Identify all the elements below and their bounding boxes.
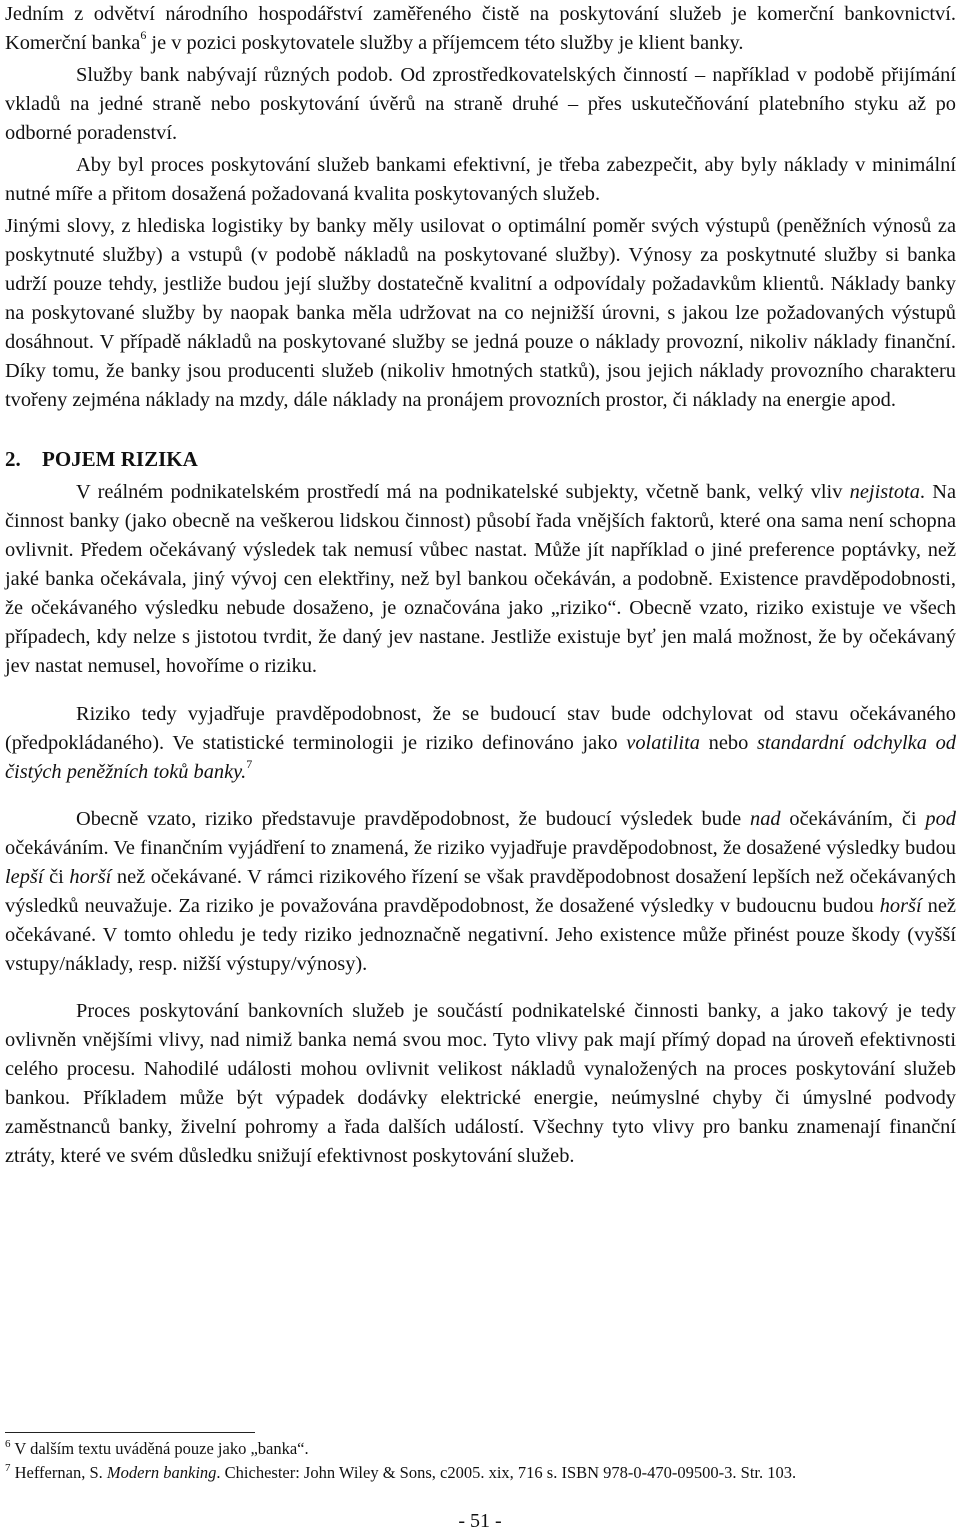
section-number: 2. [5,447,21,471]
page-number: - 51 - [458,1510,502,1532]
paragraph-risk-definition: Riziko tedy vyjadřuje pravděpodobnost, že se budoucí stav bude odchylovat od stavu očekávaného (předpokládaného). Ve statistické terminologii je riziko definováno jako volatilita nebo standardní odchylka od čistých peněžních toků banky.$^7$ [5,703,956,783]
footnote-divider [5,1432,255,1433]
paragraph-uncertainty: V reálném podnikatelském prostředí má na podnikatelské subjekty, včetně bank, velký vliv nejistota. Na činnost banky (jako obecně na veškerou lidskou činnost) působí řada vnějších faktorů, které ona sama není schopna ovlivnit. Předem očekávaný výsledek tak nemusí vůbec nastat. Může jít například o jiné preference poptávky, než jaké banka očekávala, jiný vývoj cen elektřiny, než byl bankou očekáván, a podobně. Existence pravděpodobnosti, že očekávaného výsledku nebude dosaženo, je označována jako „riziko“. Obecně vzato, riziko existuje ve všech případech, kdy nelze s jistotou tvrdit, že daný jev nastane. Jestliže existuje byť jen malá možnost, že by očekávaný jev nastat nemusel, hovoříme o riziku. [5,481,956,677]
document-page [5,0,956,1171]
footnote-ref-7: 7 [246,757,253,772]
footnote-ref-6: 6 [140,28,147,43]
section-heading [5,445,956,474]
paragraph-efficiency: Aby byl proces poskytování služeb bankami efektivní, je třeba zabezpečit, aby byly náklady v minimální nutné míře a přitom dosažená požadovaná kvalita poskytovaných služeb. [5,154,956,205]
paragraph-intro: Jedním z odvětví národního hospodářství zaměřeného čistě na poskytování služeb je komerční bankovnictví. Komerční banka$^6$ je v pozici poskytovatele služby a příjemcem této služby je klient banky. [5,3,956,54]
footnote-6: $^6$ V dalším textu uváděná pouze jako „banka“. [5,1437,309,1458]
paragraph-logistics: Jinými slovy, z hlediska logistiky by banky měly usilovat o optimální poměr svých výstupů (peněžních výnosů za poskytnuté služby) a vstupů (v podobě nákladů na poskytované služby). Výnosy za poskytnuté služby si banka udrží pouze tehdy, jestliže budou její služby dostatečně kvalitní a odpovídaly požadavkům klientů. Náklady banky na poskytované služby by naopak banka měla udržovat na co nejnižší úrovni, s jakou lze požadovaných výstupů dosáhnout. V případě nákladů na poskytované služby se jedná pouze o náklady provozní, nikoliv náklady finanční. Díky tomu, že banky jsou producenti služeb (nikoliv hmotných statků), jsou jejich náklady provozního charakteru tvořeny zejména náklady na mzdy, dále náklady na pronájem provozních prostor, či náklady na energie apod. [5,215,956,411]
footnote-7: $^7$ Heffernan, S. Modern banking. Chichester: John Wiley & Sons, c2005. xix, 716 s. ISBN 978-0-470-09500-3. Str. 103. [5,1461,797,1482]
paragraph-risk-probability: Obecně vzato, riziko představuje pravděpodobnost, že budoucí výsledek bude nad očekáváním, či pod očekáváním. Ve finančním vyjádření to znamená, že riziko vyjadřuje pravděpodobnost, že dosažené výsledky budou lepší či horší než očekávané. V rámci rizikového řízení se však pravděpodobnost dosažení lepších než očekávaných výsledků neuvažuje. Za riziko je považována pravděpodobnost, že dosažené výsledky v budoucnu budou horší než očekávané. V tomto ohledu je tedy riziko jednoznačně negativní. Jeho existence může přinést pouze škody (vyšší vstupy/náklady, resp. nižší výstupy/výnosy). [5,808,956,975]
section-title: POJEM RIZIKA [42,447,198,471]
paragraph-services: Služby bank nabývají různých podob. Od zprostředkovatelských činností – například v podobě přijímání vkladů na jedné straně nebo poskytování úvěrů na straně druhé – přes uskutečňování platebního styku až po odborné poradenství. [5,64,956,144]
paragraph-process: Proces poskytování bankovních služeb je součástí podnikatelské činnosti banky, a jako takový je tedy ovlivněn vnějšími vlivy, nad nimiž banka nemá svou moc. Tyto vlivy pak mají přímý dopad na úroveň efektivnosti celého procesu. Nahodilé události mohou ovlivnit velikost nákladů vynaložených na proces poskytování služeb bankou. Příkladem může být výpadek dodávky elektrické energie, neúmyslné chyby či úmyslné podvody zaměstnanců banky, živelní pohromy a řada dalších událostí. Všechny tyto vlivy pro banku znamenají finanční ztráty, které ve svém důsledku snižují efektivnost poskytování služeb. [5,1000,956,1167]
footnotes [5,1437,956,1485]
